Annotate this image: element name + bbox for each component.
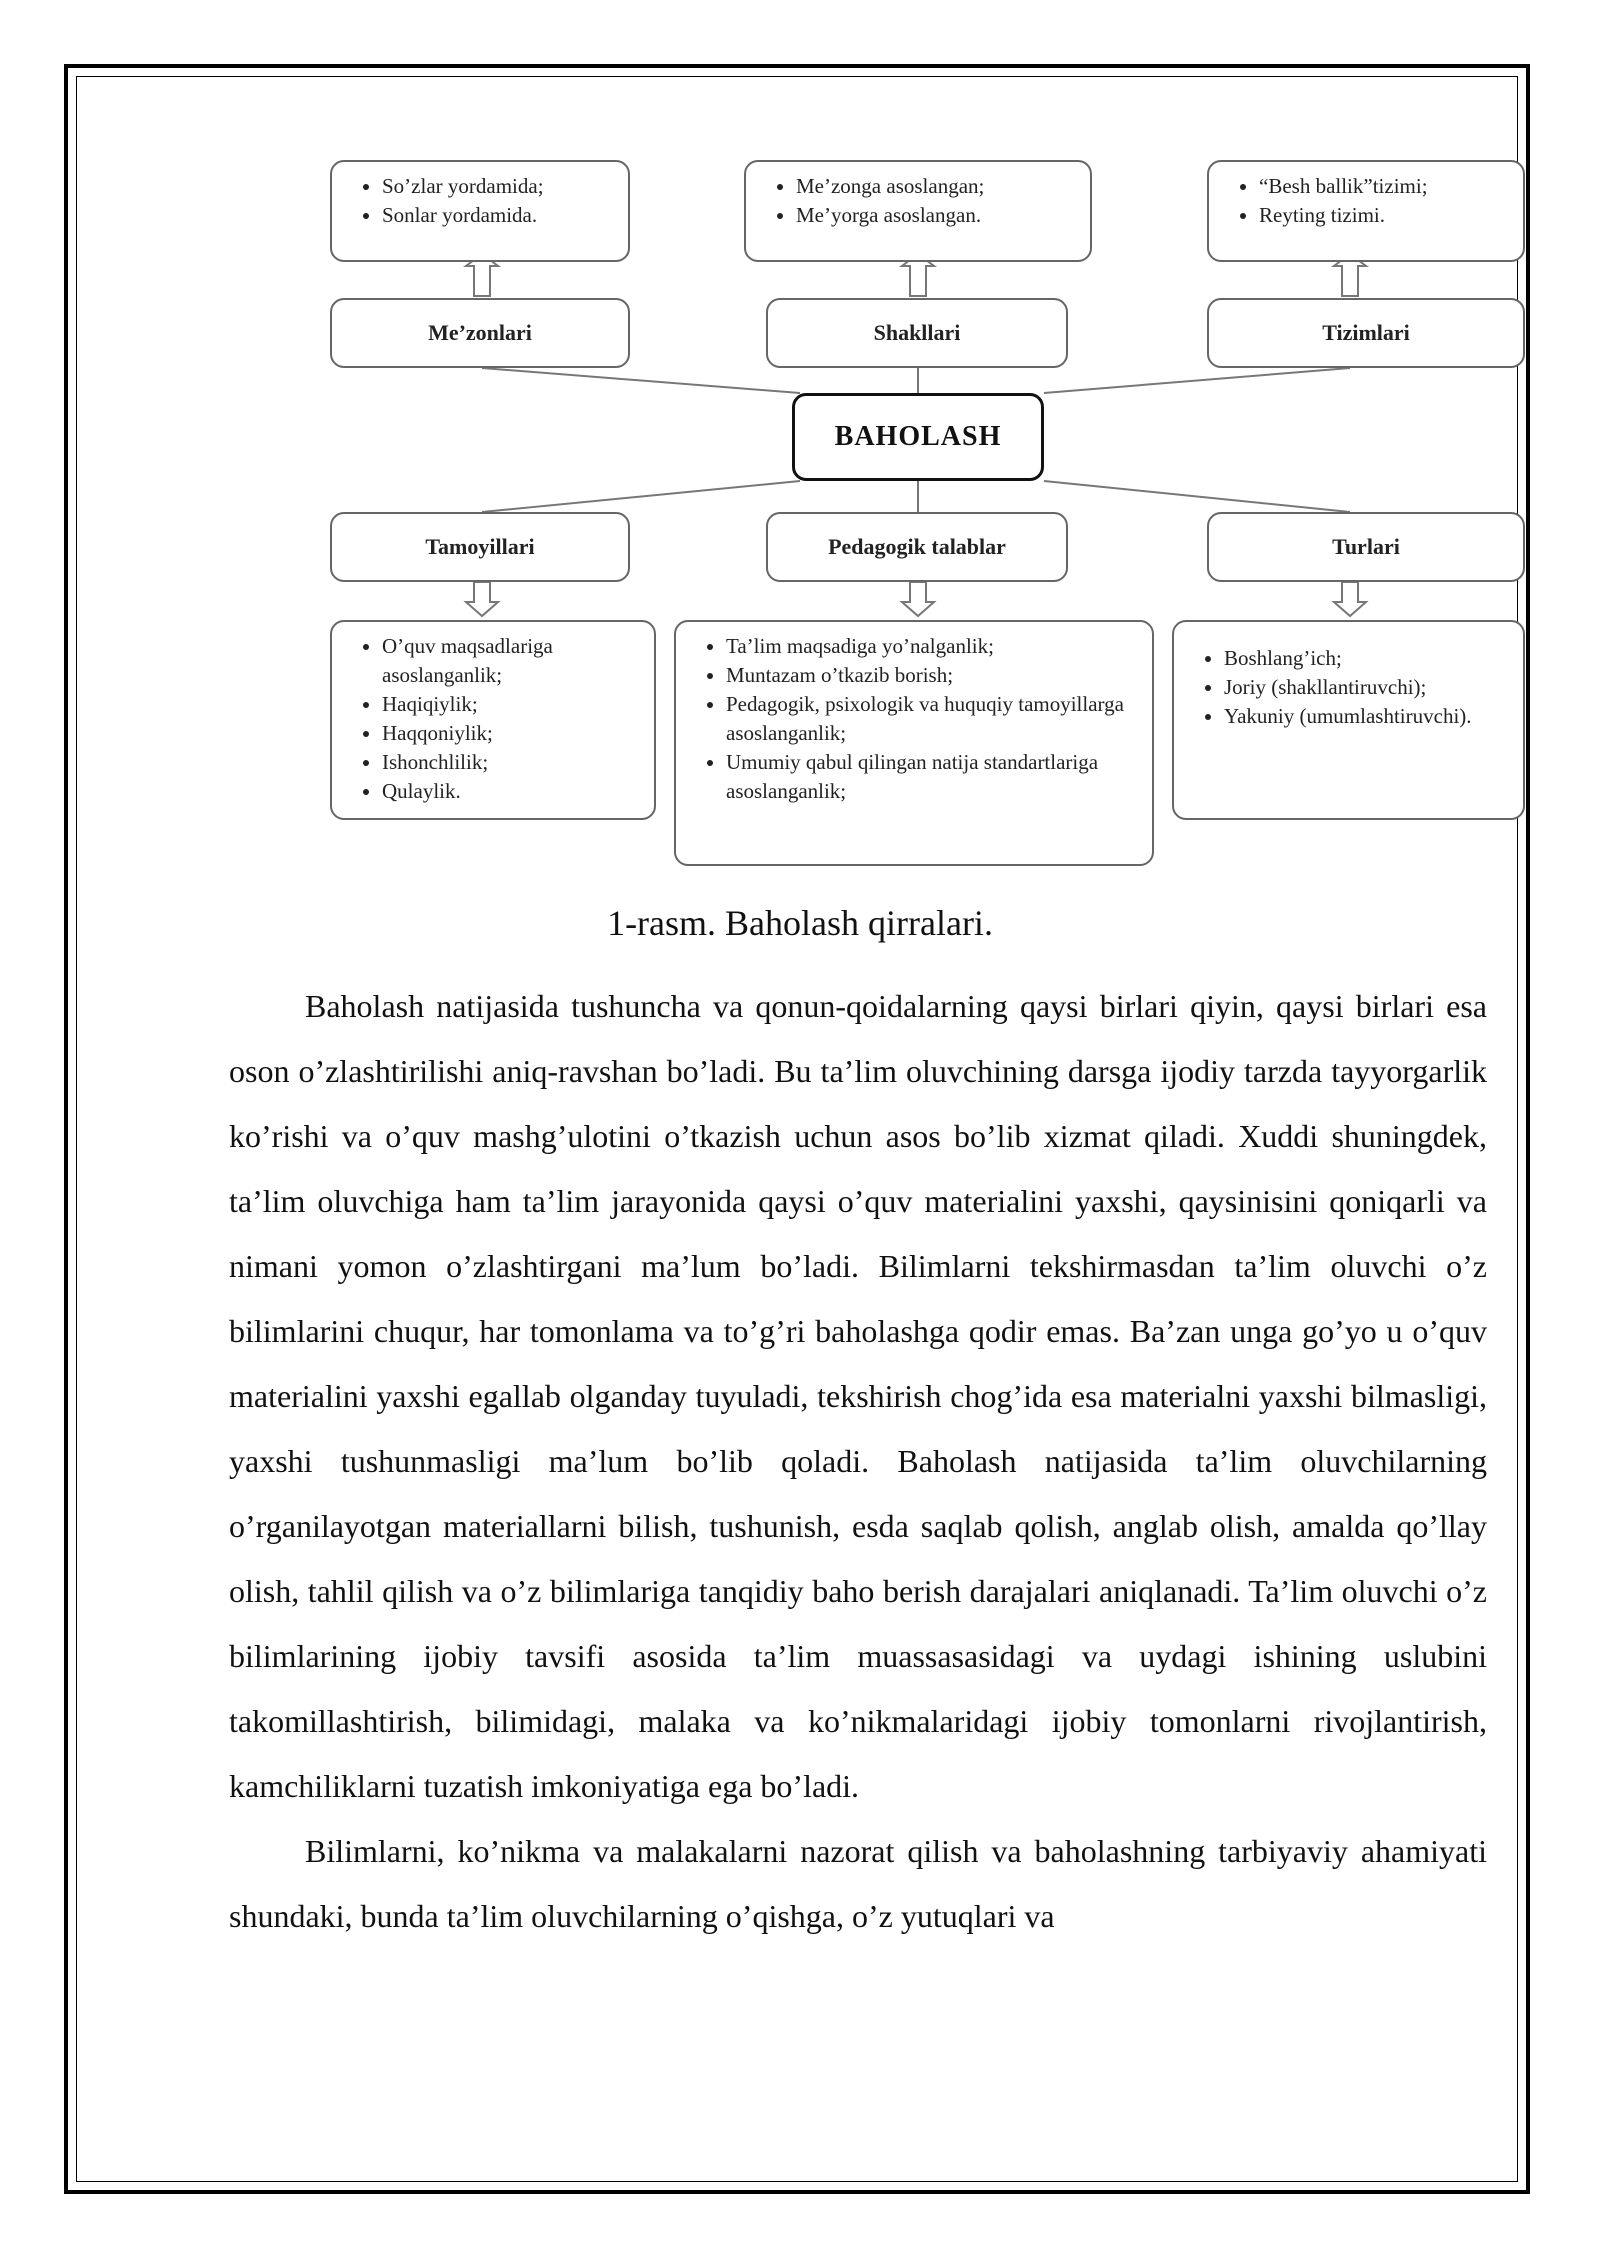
paragraph: Baholash natijasida tushuncha va qonun-qoidalarning qaysi birlari qiyin, qaysi birlari esa oson o’zlashtirilishi aniq-ravshan bo’ladi. Bu ta’lim oluvchining darsga ijodiy tarzda tayyorgarlik ko’rishi va o’quv mashg’ulotini o’tkazish uchun asos bo’lib xizmat qiladi. Xuddi shuningdek, ta’lim oluvchiga ham ta’lim jarayonida qaysi o’quv materialini yaxshi, qaysinisini qoniqarli va nimani yomon o’zlashtirgani ma’lum bo’ladi. Bilimlarni tekshirmasdan ta’lim oluvchi o’z bilimlarini chuqur, har tomonlama va to’g’ri baholashga qodir emas. Ba’zan unga go’yo u o’quv materialini yaxshi egallab olganday tuyuladi, tekshirish chog’ida esa materialni yaxshi bilmasligi, yaxshi tushunmasligi ma’lum bo’lib qoladi. Baholash natijasida ta’lim oluvchilarning o’rganilayotgan materiallarni bilish, tushunish, esda saqlab qolish, anglab olish, amalda qo’llay olish, tahlil qilish va o’z bilimlariga tanqidiy baho berish darajalari aniqlanadi. Ta’lim oluvchi o’z bilimlarining ijobiy tavsifi asosida ta’lim muassasasidagi va uydagi ishining uslubini takomillashtirish, bilimidagi, malaka va ko’nikmalaridagi ijobiy tomonlarni rivojlantirish, kamchiliklarni tuzatish imkoniyatiga ega bo’ladi. [229,988,1487,1804]
mezonlari-label: Me’zonlari [330,298,630,368]
baholash-center-box: BAHOLASH [792,393,1044,481]
list-item: • “Besh ballik”tizimi; [1259,172,1509,201]
list-item: • So’zlar yordamida; [382,172,614,201]
list-item: • O’quv maqsadlariga asoslanganlik; [382,632,640,690]
list-item: • Ta’lim maqsadiga yo’nalganlik; [726,632,1138,661]
list-item: • Me’yorga asoslangan. [796,201,1076,230]
tizimlari-label: Tizimlari [1207,298,1525,368]
tamoyillari-label: Tamoyillari [330,512,630,582]
list-item: • Yakuniy (umumlashtiruvchi). [1224,702,1509,731]
pedagogik-talablar-label: Pedagogik talablar [766,512,1068,582]
list-item: • Pedagogik, psixologik va huquqiy tamoyillarga asoslanganlik; [726,690,1138,748]
list-item: • Reyting tizimi. [1259,201,1509,230]
list-item: • Sonlar yordamida. [382,201,614,230]
body-text [229,974,1487,1949]
list-item: • Haqqoniylik; [382,719,640,748]
shakllari-items-box [744,160,1092,262]
list-item: • Ishonchlilik; [382,748,640,777]
paragraph: Bilimlarni, ko’nikma va malakalarni nazorat qilish va baholashning tarbiyaviy ahamiyati shundaki, bunda ta’lim oluvchilarning o’qishga, o’z yutuqlari va [229,1833,1487,1934]
figure-caption: 1-rasm. Baholash qirralari. [607,903,993,943]
turlari-items-box [1172,620,1525,820]
pedagogik-talablar-items-box [674,620,1154,866]
list-item: • Haqiqiylik; [382,690,640,719]
mezonlari-items-box [330,160,630,262]
tamoyillari-items-box [330,620,656,820]
turlari-label: Turlari [1207,512,1525,582]
list-item: • Umumiy qabul qilingan natija standartlariga asoslanganlik; [726,748,1138,806]
list-item: • Muntazam o’tkazib borish; [726,661,1138,690]
list-item: • Me’zonga asoslangan; [796,172,1076,201]
baholash-diagram [0,0,1600,880]
list-item: • Joriy (shakllantiruvchi); [1224,673,1509,702]
tizimlari-items-box [1207,160,1525,262]
shakllari-label: Shakllari [766,298,1068,368]
list-item: • Qulaylik. [382,777,640,806]
list-item: • Boshlang’ich; [1224,644,1509,673]
